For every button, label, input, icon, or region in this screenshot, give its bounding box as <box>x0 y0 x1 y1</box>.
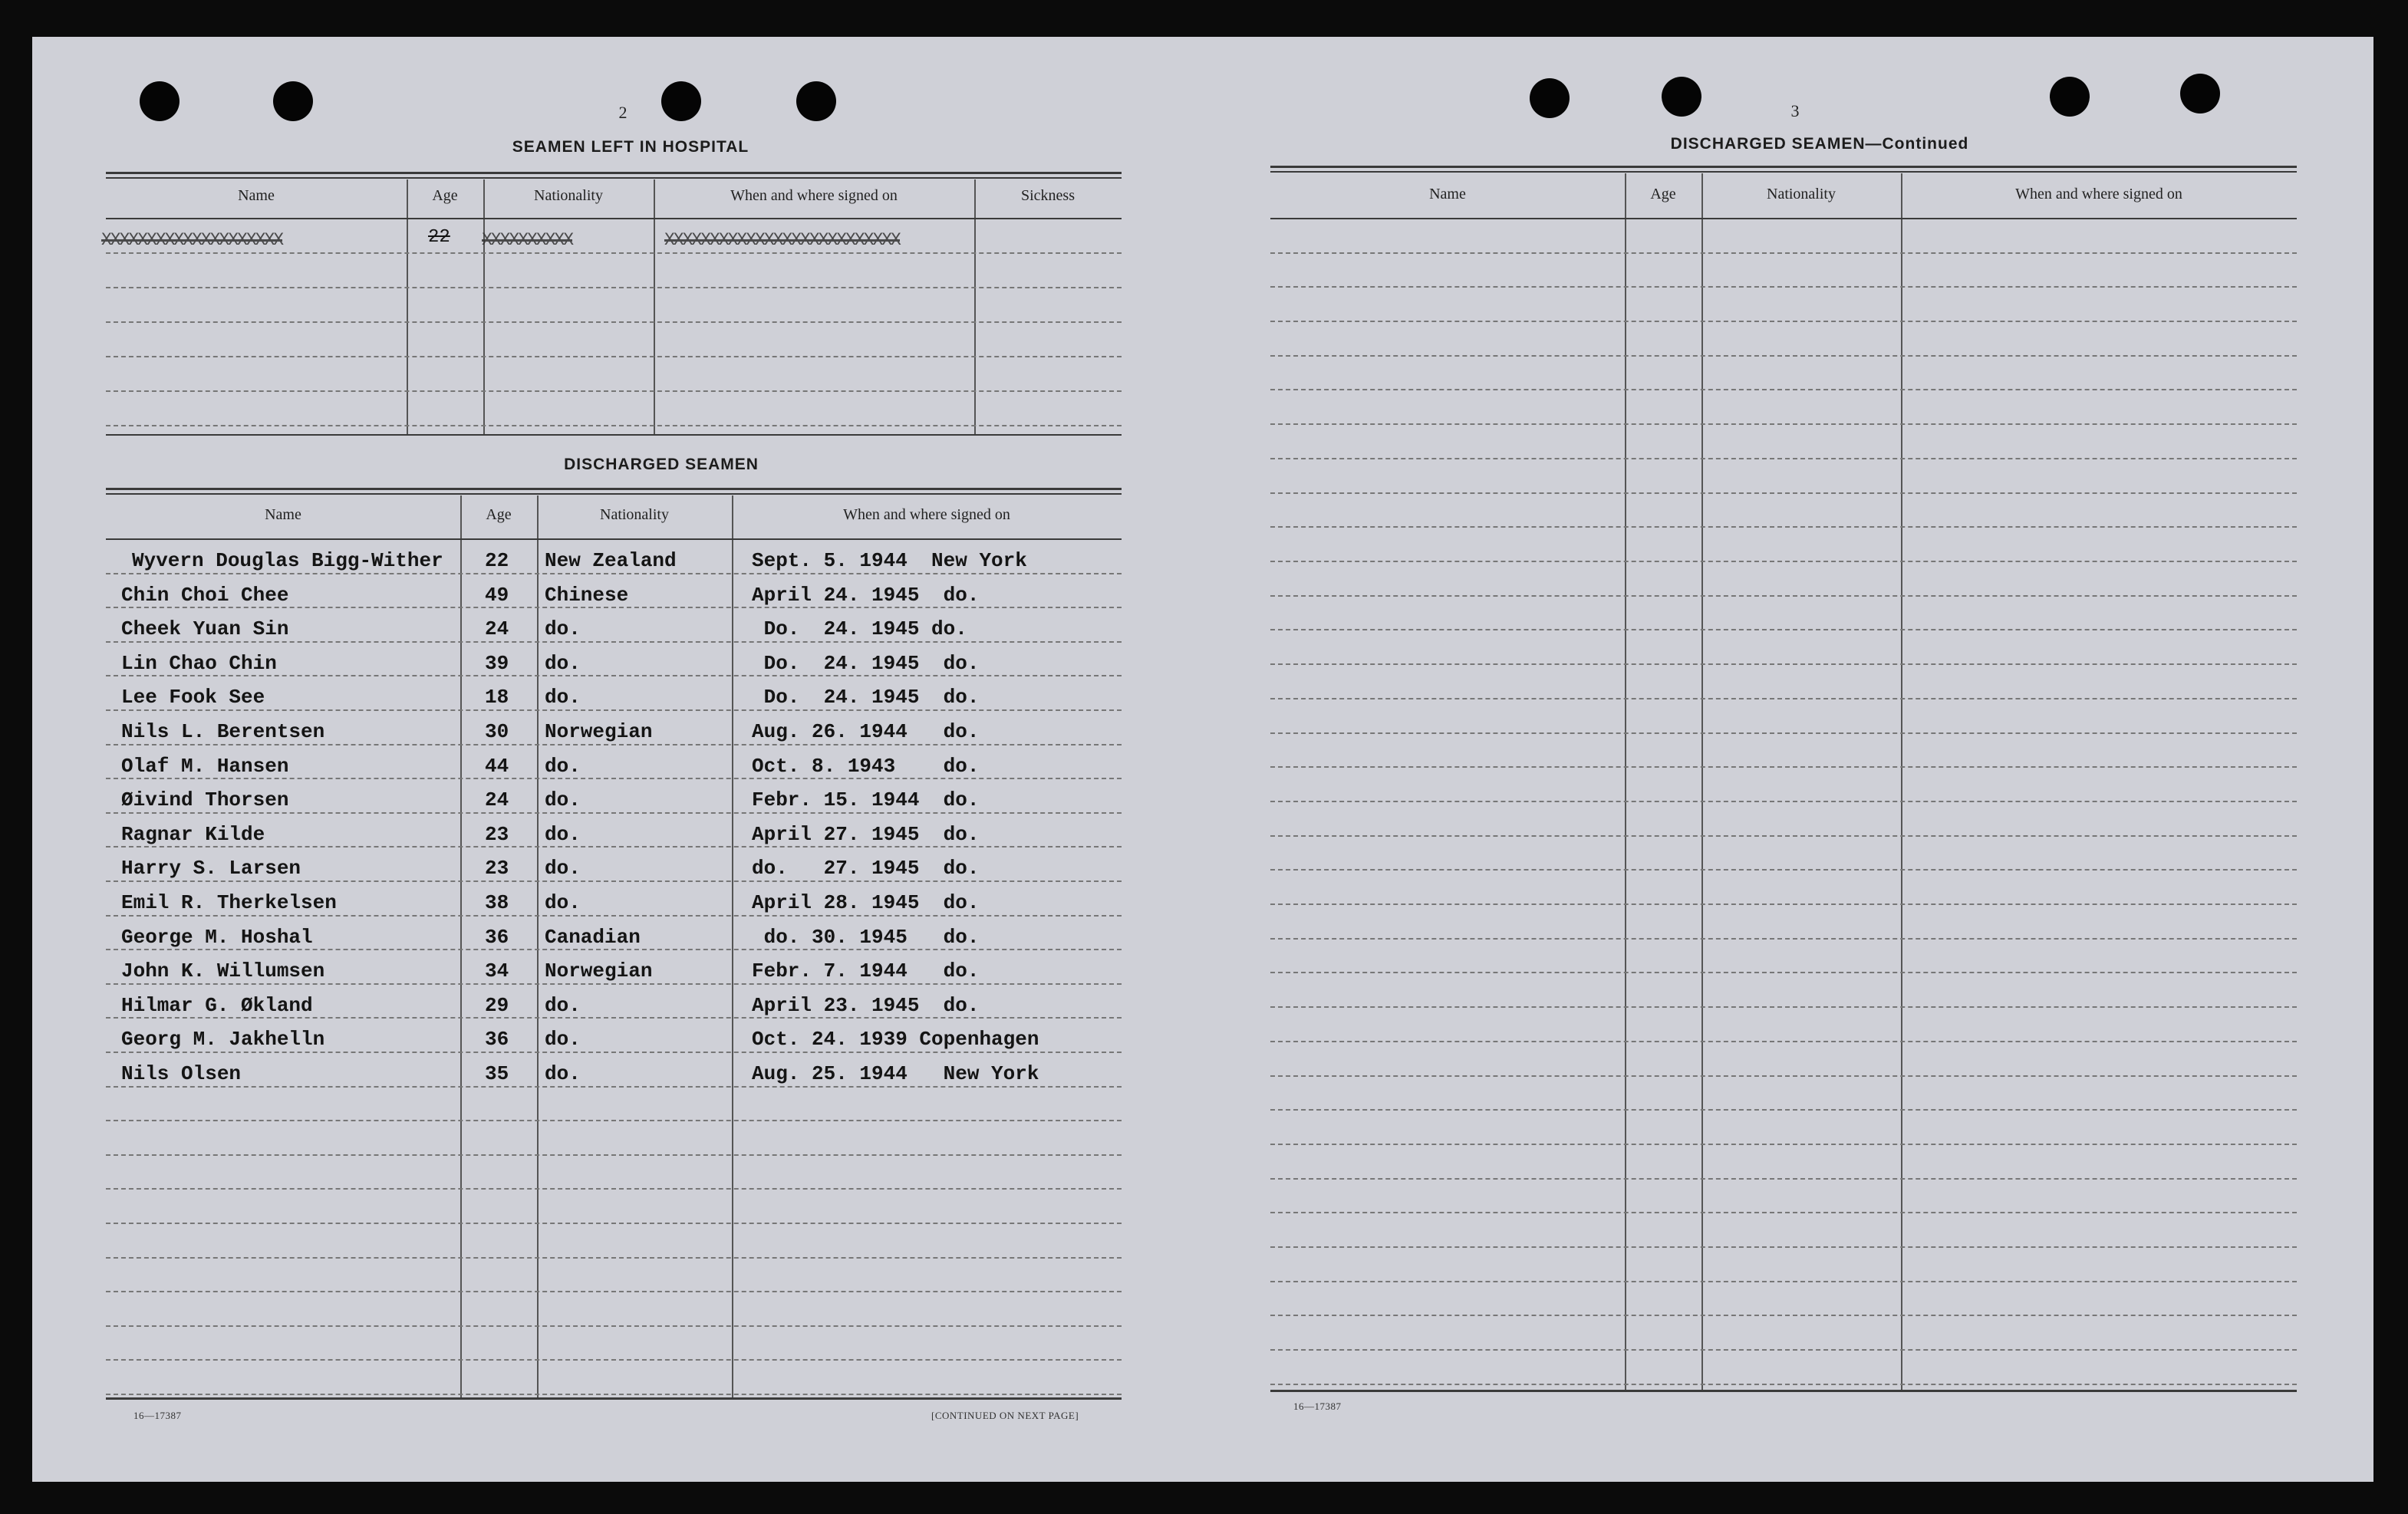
punch-hole <box>273 81 313 121</box>
row-line <box>106 1291 1122 1292</box>
punch-hole <box>1530 78 1570 118</box>
seaman-signed-on: April 23. 1945 do. <box>752 994 980 1017</box>
seaman-signed-on: April 27. 1945 do. <box>752 823 980 846</box>
seaman-signed-on: Febr. 15. 1944 do. <box>752 788 980 811</box>
row-line <box>1270 321 2297 322</box>
row-line <box>1270 526 2297 528</box>
seaman-nationality: do. <box>545 788 581 811</box>
seaman-signed-on: Oct. 8. 1943 do. <box>752 755 980 778</box>
discharged-continued-title: DISCHARGED SEAMEN—Continued <box>1670 135 1969 153</box>
row-line <box>1270 389 2297 390</box>
seaman-signed-on: do. 27. 1945 do. <box>752 857 980 880</box>
column-header: When and where signed on <box>843 506 1010 523</box>
struck-age: 22 <box>428 227 450 248</box>
seaman-age: 24 <box>485 617 509 640</box>
seaman-age: 49 <box>485 584 509 607</box>
column-header: Sickness <box>1021 187 1075 204</box>
row-line <box>1270 1281 2297 1282</box>
seaman-age: 22 <box>485 549 509 572</box>
column-header: Nationality <box>600 506 669 523</box>
row-line <box>1270 1212 2297 1213</box>
seaman-nationality: do. <box>545 891 581 914</box>
row-line <box>106 641 1122 643</box>
punch-hole <box>796 81 836 121</box>
punch-hole <box>1662 77 1701 117</box>
seaman-name: Øivind Thorsen <box>121 788 289 811</box>
column-header: When and where signed on <box>730 187 898 204</box>
row-line <box>106 983 1122 985</box>
seaman-name: Hilmar G. Økland <box>121 994 313 1017</box>
row-line <box>1270 835 2297 837</box>
column-header: Name <box>1429 186 1466 202</box>
column-header: Nationality <box>534 187 603 204</box>
column-header: Name <box>238 187 275 204</box>
bottom-rule <box>106 434 1122 436</box>
seaman-age: 30 <box>485 720 509 743</box>
row-line <box>1270 595 2297 597</box>
discharged-section-title: DISCHARGED SEAMEN <box>564 456 759 473</box>
seaman-nationality: Norwegian <box>545 959 653 982</box>
row-line <box>106 321 1122 323</box>
seaman-nationality: do. <box>545 652 581 675</box>
seaman-age: 18 <box>485 686 509 709</box>
row-line <box>1270 1041 2297 1042</box>
page-number: 3 <box>1790 101 1800 120</box>
seaman-age: 23 <box>485 857 509 880</box>
row-line <box>106 880 1122 882</box>
header-rule <box>106 538 1122 540</box>
row-line <box>1270 869 2297 871</box>
row-line <box>1270 561 2297 562</box>
double-rule <box>106 493 1122 495</box>
struck-signed-on: XXXXXXXXXXXXXXXXXXXXXXXXXX <box>664 230 900 250</box>
seaman-signed-on: do. 30. 1945 do. <box>752 926 980 949</box>
seaman-name: Wyvern Douglas Bigg-Wither <box>132 549 443 572</box>
seaman-age: 44 <box>485 755 509 778</box>
column-divider <box>732 495 733 1397</box>
continued-note: [CONTINUED ON NEXT PAGE] <box>931 1410 1079 1421</box>
row-line <box>1270 252 2297 254</box>
column-header: Age <box>486 506 512 523</box>
row-line <box>1270 629 2297 630</box>
row-line <box>1270 1006 2297 1008</box>
seaman-name: George M. Hoshal <box>121 926 313 949</box>
row-line <box>1270 1144 2297 1145</box>
row-line <box>106 675 1122 676</box>
form-number: 16—17387 <box>1293 1400 1342 1412</box>
double-rule <box>106 177 1122 179</box>
document-sheet <box>32 37 2373 1482</box>
punch-hole <box>661 81 701 121</box>
row-line <box>1270 663 2297 665</box>
row-line <box>106 1359 1122 1361</box>
row-line <box>106 1394 1122 1395</box>
row-line <box>1270 698 2297 699</box>
row-line <box>106 1188 1122 1190</box>
seaman-signed-on: Sept. 5. 1944 New York <box>752 549 1027 572</box>
row-line <box>1270 492 2297 494</box>
punch-hole <box>2180 74 2220 114</box>
row-line <box>106 1052 1122 1053</box>
seaman-signed-on: Do. 24. 1945 do. <box>752 686 980 709</box>
struck-name: XXXXXXXXXXXXXXXXXXXX <box>101 230 283 250</box>
row-line <box>106 949 1122 950</box>
row-line <box>1270 766 2297 768</box>
seaman-signed-on: April 24. 1945 do. <box>752 584 980 607</box>
row-line <box>106 709 1122 711</box>
row-line <box>1270 1349 2297 1351</box>
row-line <box>1270 1178 2297 1180</box>
row-line <box>106 778 1122 779</box>
row-line <box>1270 423 2297 425</box>
row-line <box>106 607 1122 608</box>
row-line <box>106 915 1122 917</box>
row-line <box>106 1120 1122 1121</box>
seaman-name: Georg M. Jakhelln <box>121 1028 325 1051</box>
seaman-age: 23 <box>485 823 509 846</box>
seaman-age: 38 <box>485 891 509 914</box>
row-line <box>1270 1315 2297 1316</box>
struck-nationality: XXXXXXXXXX <box>482 230 573 250</box>
header-rule <box>1270 218 2297 219</box>
column-divider <box>537 495 539 1397</box>
seaman-signed-on: Do. 24. 1945 do. <box>752 652 980 675</box>
row-line <box>106 744 1122 745</box>
row-line <box>1270 903 2297 905</box>
seaman-nationality: do. <box>545 1028 581 1051</box>
row-line <box>1270 1109 2297 1111</box>
row-line <box>1270 938 2297 940</box>
column-header: Name <box>265 506 301 523</box>
punch-hole <box>140 81 180 121</box>
seaman-signed-on: Febr. 7. 1944 do. <box>752 959 980 982</box>
bottom-rule <box>106 1397 1122 1400</box>
seaman-name: Olaf M. Hansen <box>121 755 289 778</box>
seaman-name: Nils L. Berentsen <box>121 720 325 743</box>
seaman-name: Cheek Yuan Sin <box>121 617 289 640</box>
row-line <box>106 1017 1122 1019</box>
seaman-name: Chin Choi Chee <box>121 584 289 607</box>
row-line <box>106 287 1122 288</box>
row-line <box>1270 1075 2297 1077</box>
seaman-nationality: do. <box>545 1062 581 1085</box>
seaman-age: 34 <box>485 959 509 982</box>
seaman-signed-on: Oct. 24. 1939 Copenhagen <box>752 1028 1039 1051</box>
seaman-nationality: Canadian <box>545 926 641 949</box>
seaman-nationality: do. <box>545 823 581 846</box>
seaman-signed-on: Aug. 26. 1944 do. <box>752 720 980 743</box>
seaman-signed-on: April 28. 1945 do. <box>752 891 980 914</box>
punch-hole <box>2050 77 2090 117</box>
row-line <box>106 812 1122 814</box>
page-number: 2 <box>618 103 628 122</box>
seaman-nationality: do. <box>545 857 581 880</box>
double-rule <box>106 488 1122 490</box>
row-line <box>106 390 1122 392</box>
row-line <box>106 1325 1122 1327</box>
seaman-name: Emil R. Therkelsen <box>121 891 337 914</box>
seaman-nationality: Norwegian <box>545 720 653 743</box>
row-line <box>1270 458 2297 459</box>
row-line <box>1270 286 2297 288</box>
column-header: When and where signed on <box>2015 186 2182 202</box>
seaman-signed-on: Aug. 25. 1944 New York <box>752 1062 1039 1085</box>
double-rule <box>1270 166 2297 168</box>
row-line <box>1270 732 2297 734</box>
seaman-age: 24 <box>485 788 509 811</box>
row-line <box>1270 801 2297 802</box>
column-header: Age <box>432 187 458 204</box>
seaman-age: 35 <box>485 1062 509 1085</box>
column-header: Age <box>1650 186 1676 202</box>
column-divider <box>460 495 462 1397</box>
column-header: Nationality <box>1767 186 1836 202</box>
row-line <box>106 425 1122 426</box>
seaman-age: 29 <box>485 994 509 1017</box>
seaman-nationality: do. <box>545 994 581 1017</box>
row-line <box>106 356 1122 357</box>
row-line <box>106 846 1122 848</box>
double-rule <box>1270 171 2297 173</box>
seaman-age: 36 <box>485 1028 509 1051</box>
seaman-age: 36 <box>485 926 509 949</box>
row-line <box>1270 1384 2297 1385</box>
hospital-section-title: SEAMEN LEFT IN HOSPITAL <box>512 138 749 156</box>
seaman-name: Ragnar Kilde <box>121 823 265 846</box>
seaman-nationality: New Zealand <box>545 549 677 572</box>
seaman-nationality: do. <box>545 755 581 778</box>
seaman-name: John K. Willumsen <box>121 959 325 982</box>
seaman-nationality: do. <box>545 686 581 709</box>
row-line <box>106 573 1122 574</box>
bottom-rule <box>1270 1390 2297 1392</box>
seaman-nationality: do. <box>545 617 581 640</box>
row-line <box>106 1086 1122 1088</box>
form-number: 16—17387 <box>133 1410 182 1421</box>
row-line <box>1270 972 2297 973</box>
row-line <box>1270 1246 2297 1248</box>
seaman-name: Nils Olsen <box>121 1062 242 1085</box>
row-line <box>106 1257 1122 1259</box>
row-line <box>1270 355 2297 357</box>
double-rule <box>106 172 1122 174</box>
seaman-name: Lin Chao Chin <box>121 652 277 675</box>
row-line <box>106 1223 1122 1224</box>
seaman-signed-on: Do. 24. 1945 do. <box>752 617 967 640</box>
seaman-name: Lee Fook See <box>121 686 265 709</box>
seaman-age: 39 <box>485 652 509 675</box>
row-line <box>106 1154 1122 1156</box>
header-rule <box>106 218 1122 219</box>
seaman-nationality: Chinese <box>545 584 629 607</box>
seaman-name: Harry S. Larsen <box>121 857 301 880</box>
row-line <box>106 252 1122 254</box>
